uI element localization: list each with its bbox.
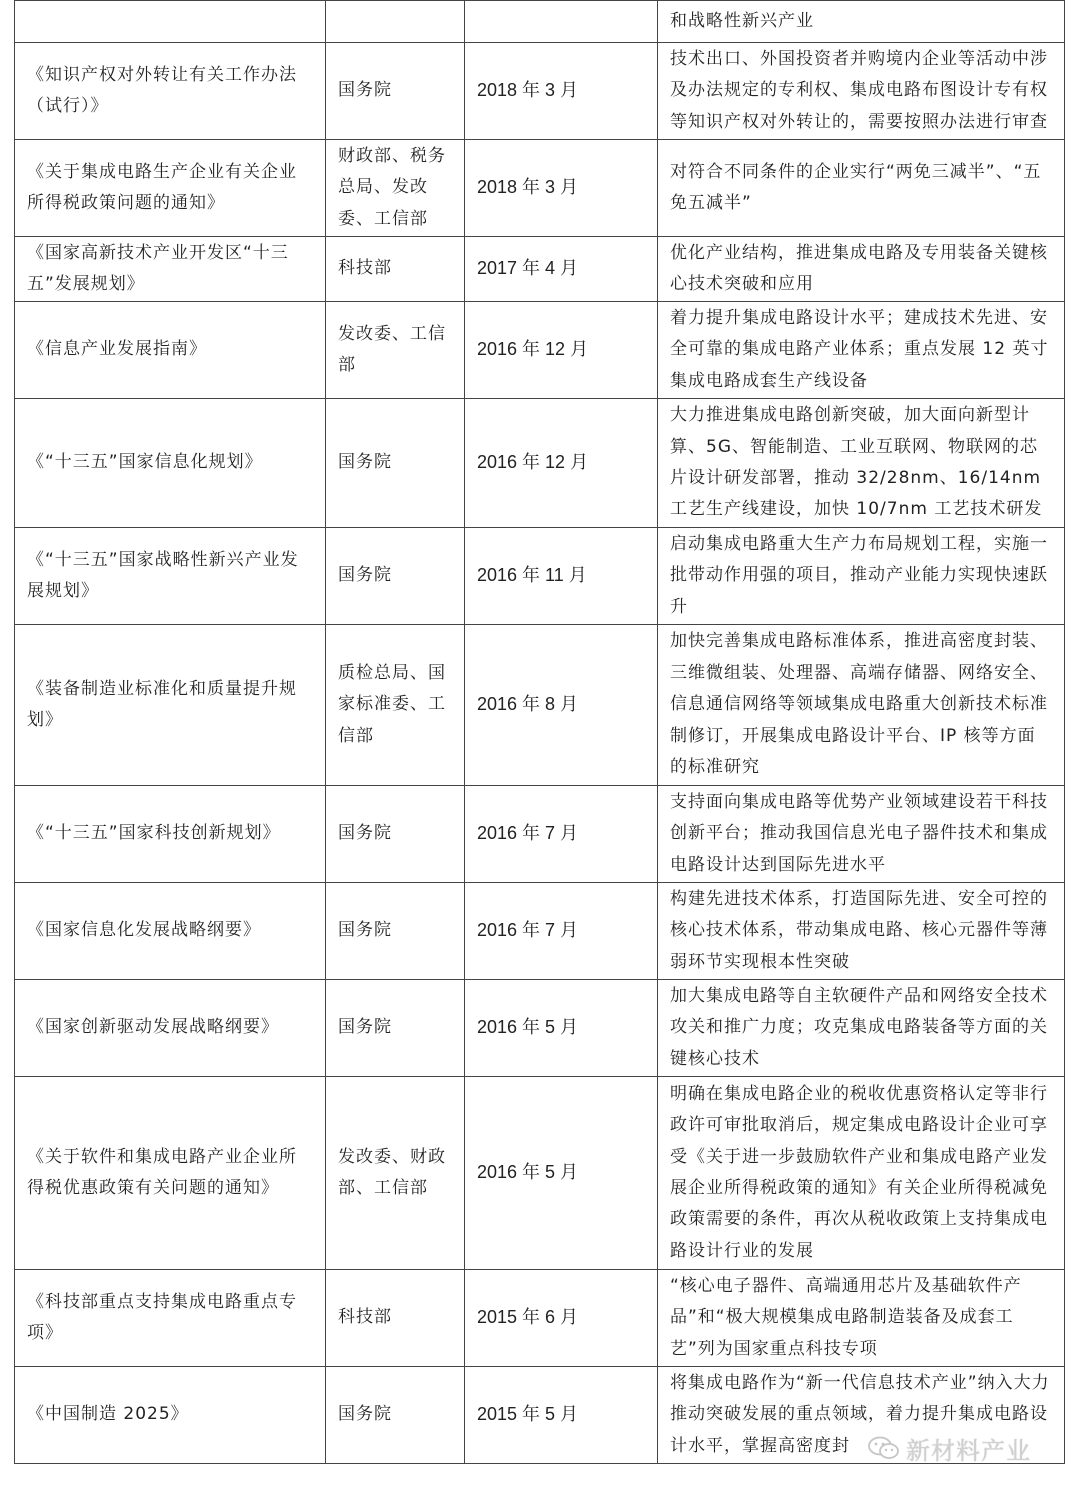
table-row [15,1077,1065,1270]
doc-cell: 《科技部重点支持集成电路重点专项》 [15,1270,326,1367]
date-cell: 2015 年 6 月 [465,1270,658,1367]
content-cell: 支持面向集成电路等优势产业领域建设若干科技创新平台；推动我国信息光电子器件技术和集成电路设计达到国际先进水平 [658,786,1065,883]
doc-cell: 《装备制造业标准化和质量提升规划》 [15,625,326,786]
policy-table [14,0,1065,1464]
issuer-cell: 财政部、税务总局、发改委、工信部 [326,140,465,237]
table-row [15,399,1065,528]
date-cell: 2016 年 5 月 [465,1077,658,1270]
issuer-cell: 国务院 [326,399,465,528]
date-cell: 2018 年 3 月 [465,140,658,237]
content-cell: 构建先进技术体系，打造国际先进、安全可控的核心技术体系，带动集成电路、核心元器件等薄弱环节实现根本性突破 [658,883,1065,980]
doc-cell: 《知识产权对外转让有关工作办法（试行）》 [15,43,326,140]
doc-cell: 《“十三五”国家信息化规划》 [15,399,326,528]
date-cell: 2015 年 5 月 [465,1367,658,1464]
content-cell: 将集成电路作为“新一代信息技术产业”纳入大力推动突破发展的重点领域，着力提升集成电路设计水平，掌握高密度封 [658,1367,1065,1464]
date-cell: 2016 年 5 月 [465,980,658,1077]
watermark [868,1428,1068,1468]
content-cell: 明确在集成电路企业的税收优惠资格认定等非行政许可审批取消后，规定集成电路设计企业可享受《关于进一步鼓励软件产业和集成电路产业发展企业所得税政策的通知》有关企业所得税减免政策需要的条件，再次从税收政策上支持集成电路设计行业的发展 [658,1077,1065,1270]
watermark-text: 新材料产业 [906,1436,1031,1465]
date-cell: 2017 年 4 月 [465,237,658,302]
date-cell: 2018 年 3 月 [465,43,658,140]
doc-cell: 《关于集成电路生产企业有关企业所得税政策问题的通知》 [15,140,326,237]
issuer-cell: 国务院 [326,43,465,140]
doc-cell: 《“十三五”国家科技创新规划》 [15,786,326,883]
issuer-cell: 发改委、工信部 [326,302,465,399]
date-cell: 2016 年 12 月 [465,399,658,528]
table-row [15,140,1065,237]
content-cell: 启动集成电路重大生产力布局规划工程，实施一批带动作用强的项目，推动产业能力实现快速跃升 [658,528,1065,625]
table-row [15,625,1065,786]
table-row [15,1270,1065,1367]
doc-cell: 《国家信息化发展战略纲要》 [15,883,326,980]
issuer-cell: 国务院 [326,786,465,883]
doc-cell: 《中国制造 2025》 [15,1367,326,1464]
date-cell: 2016 年 7 月 [465,883,658,980]
issuer-cell [326,1,465,43]
content-cell: 优化产业结构，推进集成电路及专用装备关键核心技术突破和应用 [658,237,1065,302]
content-cell: 和战略性新兴产业 [658,1,1065,43]
issuer-cell: 国务院 [326,1367,465,1464]
table-row [15,43,1065,140]
issuer-cell: 科技部 [326,1270,465,1367]
issuer-cell: 国务院 [326,883,465,980]
issuer-cell: 质检总局、国家标准委、工信部 [326,625,465,786]
content-cell: 加大集成电路等自主软硬件产品和网络安全技术攻关和推广力度；攻克集成电路装备等方面的关键核心技术 [658,980,1065,1077]
table-row [15,786,1065,883]
doc-cell: 《信息产业发展指南》 [15,302,326,399]
content-cell: 对符合不同条件的企业实行“两免三减半”、“五免五减半” [658,140,1065,237]
doc-cell: 《“十三五”国家战略性新兴产业发展规划》 [15,528,326,625]
table-row [15,302,1065,399]
wechat-icon [868,1436,900,1460]
doc-cell: 《国家高新技术产业开发区“十三五”发展规划》 [15,237,326,302]
content-cell: “核心电子器件、高端通用芯片及基础软件产品”和“极大规模集成电路制造装备及成套工艺”列为国家重点科技专项 [658,1270,1065,1367]
issuer-cell: 国务院 [326,528,465,625]
doc-cell [15,1,326,43]
content-cell: 技术出口、外国投资者并购境内企业等活动中涉及办法规定的专利权、集成电路布图设计专有权等知识产权对外转让的，需要按照办法进行审查 [658,43,1065,140]
date-cell: 2016 年 8 月 [465,625,658,786]
table-row [15,528,1065,625]
date-cell: 2016 年 7 月 [465,786,658,883]
date-cell [465,1,658,43]
table-row [15,1,1065,43]
doc-cell: 《国家创新驱动发展战略纲要》 [15,980,326,1077]
doc-cell: 《关于软件和集成电路产业企业所得税优惠政策有关问题的通知》 [15,1077,326,1270]
date-cell: 2016 年 11 月 [465,528,658,625]
issuer-cell: 科技部 [326,237,465,302]
content-cell: 着力提升集成电路设计水平；建成技术先进、安全可靠的集成电路产业体系；重点发展 12 英寸集成电路成套生产线设备 [658,302,1065,399]
content-cell: 加快完善集成电路标准体系，推进高密度封装、三维微组装、处理器、高端存储器、网络安全、信息通信网络等领域集成电路重大创新技术标准制修订，开展集成电路设计平台、IP 核等方面的标准研究 [658,625,1065,786]
content-cell: 大力推进集成电路创新突破，加大面向新型计算、5G、智能制造、工业互联网、物联网的芯片设计研发部署，推动 32/28nm、16/14nm 工艺生产线建设，加快 10/7nm 工艺技术研发 [658,399,1065,528]
table-row [15,980,1065,1077]
date-cell: 2016 年 12 月 [465,302,658,399]
issuer-cell: 发改委、财政部、工信部 [326,1077,465,1270]
issuer-cell: 国务院 [326,980,465,1077]
table-row [15,883,1065,980]
table-row [15,237,1065,302]
